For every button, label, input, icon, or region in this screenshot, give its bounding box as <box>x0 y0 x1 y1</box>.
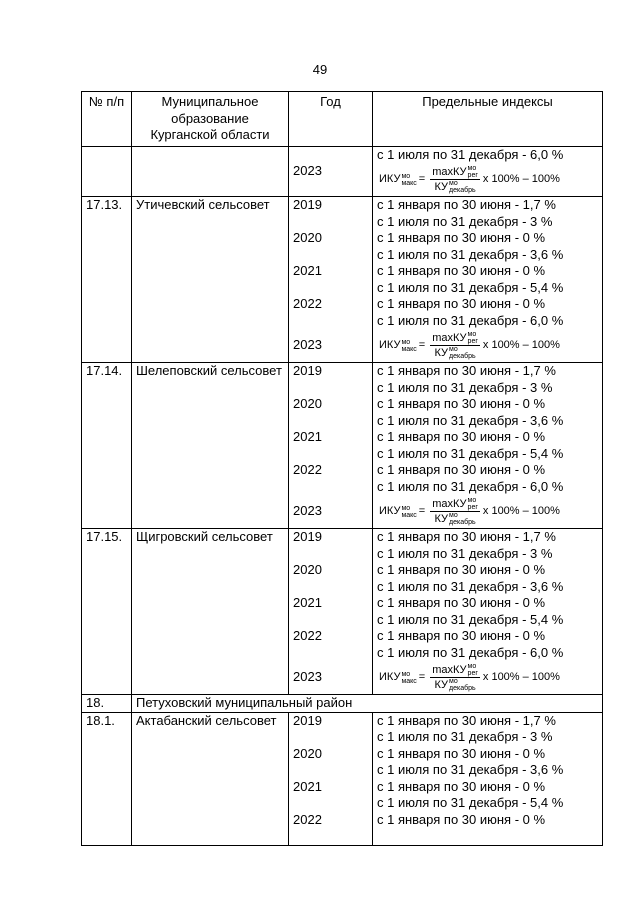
formula-line <box>377 329 598 362</box>
formula-numerator <box>430 663 480 678</box>
year-value: 2020 <box>293 230 322 245</box>
num-cell: 17.13. <box>82 197 132 363</box>
year-value: 2023 <box>293 503 322 518</box>
year-value: 2023 <box>293 163 322 178</box>
year-value: 2021 <box>293 778 322 794</box>
page-number: 49 <box>312 62 328 77</box>
num-cell <box>82 146 132 197</box>
formula-num-text: maxКУ <box>432 663 467 676</box>
section-num: 18. <box>82 695 132 713</box>
num-cell: 18.1. <box>82 712 132 845</box>
formula-fraction <box>430 331 480 360</box>
formula-lhs-index <box>401 671 416 685</box>
formula-eq: = <box>418 339 426 352</box>
formula-denominator <box>432 512 477 526</box>
num-cell: 17.14. <box>82 363 132 529</box>
year-cell <box>289 363 373 529</box>
formula-numerator <box>430 497 480 512</box>
formula-den-sup: мо <box>449 512 458 519</box>
year-value: 2020 <box>293 562 322 577</box>
index-line: с 1 июля по 31 декабря - 6,0 % <box>377 146 564 162</box>
index-line: с 1 января по 30 июня - 0 % <box>377 595 546 610</box>
formula-lhs-sup: мо <box>401 670 411 678</box>
year-value: 2021 <box>293 263 322 278</box>
index-line: с 1 июля по 31 декабря - 3,6 % <box>377 762 564 777</box>
index-line: с 1 января по 30 июня - 0 % <box>377 628 546 643</box>
formula <box>377 329 560 362</box>
formula-num-sup: мо <box>467 165 477 172</box>
formula-fraction <box>430 497 480 526</box>
index-line: с 1 июля по 31 декабря - 6,0 % <box>377 644 564 660</box>
formula-numerator <box>430 331 480 346</box>
formula-tail: x 100% – 100% <box>482 339 560 352</box>
formula-lhs: ИКУ <box>379 173 401 186</box>
formula-den-sub: декабрь <box>449 353 476 360</box>
formula-num-index <box>468 165 478 179</box>
formula-den-index <box>449 512 476 526</box>
index-line: с 1 января по 30 июня - 0 % <box>377 778 546 794</box>
index-line: с 1 января по 30 июня - 0 % <box>377 745 546 761</box>
index-line: с 1 января по 30 июня - 0 % <box>377 396 546 411</box>
formula-den-sup: мо <box>449 346 458 353</box>
indices-table <box>81 91 603 846</box>
year-value: 2021 <box>293 429 322 444</box>
formula-den-sup: мо <box>449 678 458 685</box>
index-line: с 1 января по 30 июня - 0 % <box>377 230 546 245</box>
index-line: с 1 июля по 31 декабря - 5,4 % <box>377 611 564 627</box>
indices-cell <box>373 146 603 197</box>
index-line: с 1 июля по 31 декабря - 3,6 % <box>377 412 564 428</box>
header-year: Год <box>289 92 373 147</box>
formula-lhs: ИКУ <box>379 339 401 352</box>
formula-fraction <box>430 663 480 692</box>
index-line: с 1 января по 30 июня - 1,7 % <box>377 712 556 728</box>
formula-denominator <box>432 346 477 360</box>
index-line: с 1 января по 30 июня - 0 % <box>377 263 546 278</box>
formula-num-text: maxКУ <box>432 331 467 344</box>
index-line: с 1 января по 30 июня - 0 % <box>377 462 546 477</box>
formula-num-sub: рег <box>467 338 478 345</box>
index-line: с 1 июля по 31 декабря - 3 % <box>377 213 553 229</box>
formula-den-text: КУ <box>434 180 448 193</box>
formula-lhs-sub: макс <box>401 345 417 353</box>
formula-tail: x 100% – 100% <box>482 173 560 186</box>
formula-num-sub: рег <box>467 504 478 511</box>
formula-fraction <box>430 165 480 194</box>
formula <box>377 495 560 528</box>
formula-lhs-index <box>401 339 416 353</box>
header-indices: Предельные индексы <box>373 92 603 147</box>
formula-tail: x 100% – 100% <box>482 671 560 684</box>
table-row <box>82 146 603 197</box>
formula-lhs-sub: макс <box>401 179 417 187</box>
formula-lhs: ИКУ <box>379 671 401 684</box>
spacer <box>293 147 368 164</box>
formula-eq: = <box>418 173 426 186</box>
formula-lhs: ИКУ <box>379 505 401 518</box>
year-value: 2023 <box>293 337 322 352</box>
formula-lhs-index <box>401 173 416 187</box>
year-value: 2020 <box>293 396 322 411</box>
formula-num-text: maxКУ <box>432 165 467 178</box>
section-name: Петуховский муниципальный район <box>132 695 603 713</box>
formula <box>377 163 560 196</box>
formula-num-sup: мо <box>467 663 477 670</box>
year-value: 2022 <box>293 811 322 827</box>
formula-num-sup: мо <box>467 497 477 504</box>
formula-denominator <box>432 678 477 692</box>
table-row <box>82 363 603 529</box>
index-line: с 1 июля по 31 декабря - 6,0 % <box>377 312 564 328</box>
year-value: 2022 <box>293 462 322 477</box>
formula-den-sup: мо <box>449 180 458 187</box>
index-line: с 1 января по 30 июня - 0 % <box>377 811 546 827</box>
year-value: 2019 <box>293 529 322 544</box>
name-cell: Щигровский сельсовет <box>132 529 289 695</box>
formula-eq: = <box>418 505 426 518</box>
formula-numerator <box>430 165 480 180</box>
formula-den-text: КУ <box>434 678 448 691</box>
formula-den-sub: декабрь <box>449 187 476 194</box>
index-line: с 1 января по 30 июня - 1,7 % <box>377 363 556 378</box>
formula-lhs-sup: мо <box>401 338 411 346</box>
formula-lhs-index <box>401 505 416 519</box>
num-cell: 17.15. <box>82 529 132 695</box>
indices-cell <box>373 712 603 845</box>
formula-den-sub: декабрь <box>449 685 476 692</box>
formula-lhs-sub: макс <box>401 677 417 685</box>
index-line: с 1 июля по 31 декабря - 3 % <box>377 545 553 561</box>
indices-cell <box>373 529 603 695</box>
header-municipality: Муниципальное образование Курганской области <box>132 92 289 147</box>
section-row <box>82 695 603 713</box>
index-line: с 1 июля по 31 декабря - 3 % <box>377 729 553 744</box>
index-line: с 1 июля по 31 декабря - 5,4 % <box>377 795 564 810</box>
indices-cell <box>373 363 603 529</box>
formula-num-text: maxКУ <box>432 497 467 510</box>
index-line: с 1 января по 30 июня - 1,7 % <box>377 529 556 544</box>
index-line: с 1 января по 30 июня - 0 % <box>377 296 546 311</box>
year-value: 2022 <box>293 628 322 643</box>
index-line: с 1 июля по 31 декабря - 6,0 % <box>377 478 564 494</box>
header-num: № п/п <box>82 92 132 147</box>
year-value: 2022 <box>293 296 322 311</box>
formula-line <box>377 163 598 196</box>
name-cell: Актабанский сельсовет <box>132 712 289 845</box>
name-cell: Утичевский сельсовет <box>132 197 289 363</box>
formula-den-text: КУ <box>434 346 448 359</box>
formula-den-text: КУ <box>434 512 448 525</box>
formula <box>377 661 560 694</box>
table-row <box>82 529 603 695</box>
formula-tail: x 100% – 100% <box>482 505 560 518</box>
formula-num-index <box>468 497 478 511</box>
formula-line <box>377 661 598 694</box>
formula-num-sup: мо <box>467 331 477 338</box>
formula-num-index <box>468 663 478 677</box>
year-cell <box>289 197 373 363</box>
year-value: 2019 <box>293 197 322 212</box>
year-value: 2023 <box>293 669 322 684</box>
year-value: 2019 <box>293 712 322 728</box>
index-line: с 1 июля по 31 декабря - 3 % <box>377 379 553 395</box>
indices-cell <box>373 197 603 363</box>
formula-eq: = <box>418 671 426 684</box>
formula-line <box>377 495 598 528</box>
index-line: с 1 января по 30 июня - 0 % <box>377 562 546 577</box>
year-value: 2019 <box>293 363 322 378</box>
index-line: с 1 января по 30 июня - 1,7 % <box>377 197 556 212</box>
index-line: с 1 января по 30 июня - 0 % <box>377 429 546 444</box>
formula-den-index <box>449 180 476 194</box>
formula-den-index <box>449 346 476 360</box>
table-row <box>82 712 603 845</box>
formula-lhs-sup: мо <box>401 504 411 512</box>
year-value: 2021 <box>293 595 322 610</box>
table-header <box>82 92 603 147</box>
formula-denominator <box>432 180 477 194</box>
formula-num-index <box>468 331 478 345</box>
index-line: с 1 июля по 31 декабря - 3,6 % <box>377 578 564 594</box>
index-line: с 1 июля по 31 декабря - 5,4 % <box>377 445 564 461</box>
name-cell <box>132 146 289 197</box>
table-row <box>82 197 603 363</box>
name-cell: Шелеповский сельсовет <box>132 363 289 529</box>
formula-num-sub: рег <box>467 172 478 179</box>
formula-lhs-sup: мо <box>401 172 411 180</box>
index-line: с 1 июля по 31 декабря - 3,6 % <box>377 246 564 262</box>
formula-den-sub: декабрь <box>449 519 476 526</box>
year-cell <box>289 712 373 845</box>
index-line: с 1 июля по 31 декабря - 5,4 % <box>377 279 564 295</box>
formula-lhs-sub: макс <box>401 511 417 519</box>
year-value: 2020 <box>293 745 322 761</box>
year-cell <box>289 146 373 197</box>
formula-num-sub: рег <box>467 670 478 677</box>
year-cell <box>289 529 373 695</box>
formula-den-index <box>449 678 476 692</box>
